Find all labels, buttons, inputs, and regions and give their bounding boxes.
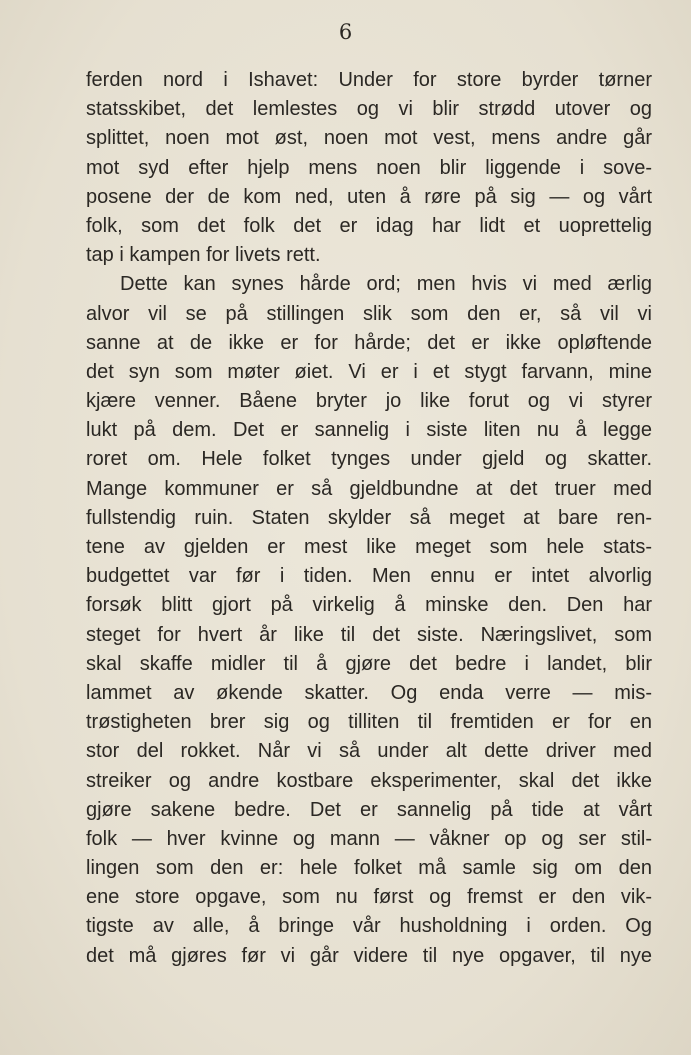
text-line: ferden nord i Ishavet: Under for store byrder tørner <box>86 69 652 91</box>
body-text <box>86 66 652 971</box>
text-line: alvor vil se på stillingen slik som den er, så vil vi <box>86 302 652 325</box>
text-line: det må gjøres før vi går videre til nye opgaver, til nye <box>86 944 652 967</box>
text-line: forsøk blitt gjort på virkelig å minske den. Den har <box>86 594 652 617</box>
text-line: gjøre sakene bedre. Det er sannelig på tide at vårt <box>86 798 652 821</box>
text-line: tene av gjelden er mest like meget som hele stats- <box>86 536 652 558</box>
text-line: trøstigheten brer sig og tilliten til fremtiden er for en <box>86 711 652 734</box>
page-number: 6 <box>338 20 353 44</box>
text-line: kjære venner. Båene bryter jo like forut og vi styrer <box>86 390 652 413</box>
text-line: fullstendig ruin. Staten skylder så meget at bare ren- <box>86 506 652 529</box>
text-line: stor del rokket. Når vi så under alt dette driver med <box>86 740 652 763</box>
text-line: det syn som møter øiet. Vi er i et stygt farvann, mine <box>86 360 652 383</box>
text-line: lingen som den er: hele folket må samle sig om den <box>86 857 652 880</box>
text-line: posene der de kom ned, uten å røre på sig — og vårt <box>86 185 652 208</box>
text-line: sanne at de ikke er for hårde; det er ikke opløftende <box>86 331 652 354</box>
text-line: roret om. Hele folket tynges under gjeld og skatter. <box>86 448 652 471</box>
text-line: folk, som det folk det er idag har lidt et uoprettelig <box>86 214 652 237</box>
text-line: ene store opgave, som nu først og fremst er den vik- <box>86 886 652 909</box>
paragraph-start-line: Dette kan synes hårde ord; men hvis vi med ærlig <box>120 273 652 296</box>
text-line: splittet, noen mot øst, noen mot vest, mens andre går <box>86 127 652 150</box>
text-line: statsskibet, det lemlestes og vi blir strødd utover og <box>86 98 652 121</box>
text-line: skal skaffe midler til å gjøre det bedre i landet, blir <box>86 652 652 675</box>
text-line: folk — hver kvinne og mann — våkner op og ser stil- <box>86 827 652 850</box>
text-line: streiker og andre kostbare eksperimenter, skal det ikke <box>86 769 652 792</box>
text-line: tigste av alle, å bringe vår husholdning i orden. Og <box>86 915 652 938</box>
text-line: lukt på dem. Det er sannelig i siste liten nu å legge <box>86 419 652 442</box>
text-line: tap i kampen for livets rett. <box>86 244 321 267</box>
text-line: budgettet var før i tiden. Men ennu er intet alvorlig <box>86 565 652 588</box>
text-line: steget for hvert år like til det siste. Næringslivet, som <box>86 623 652 646</box>
text-line: lammet av økende skatter. Og enda verre — mis- <box>86 681 652 704</box>
text-line: mot syd efter hjelp mens noen blir liggende i sove- <box>86 156 652 179</box>
text-line: Mange kommuner er så gjeldbundne at det truer med <box>86 477 652 500</box>
